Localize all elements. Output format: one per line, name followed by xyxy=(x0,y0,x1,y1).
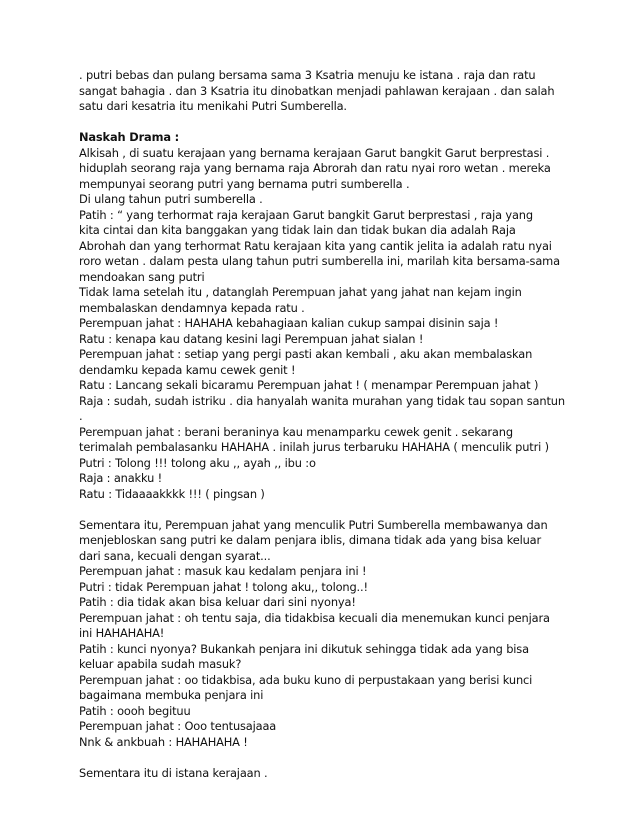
text-line: sangat bahagia . dan 3 Ksatria itu dinobatkan menjadi pahlawan kerajaan . dan salah xyxy=(79,83,555,98)
text-line: terimalah pembalasanku HAHAHA . inilah jurus terbaruku HAHAHA ( menculik putri ) xyxy=(79,440,549,454)
text-line: membalaskan dendamnya kepada ratu . xyxy=(79,300,305,315)
section-heading: Naskah Drama : xyxy=(79,130,180,144)
text-line: Perempuan jahat : berani beraninya kau menamparku cewek genit . sekarang xyxy=(79,424,513,439)
text-line: Raja : anakku ! xyxy=(79,471,163,485)
text-line: Abrohah dan yang terhormat Ratu kerajaan kita yang cantik jelita ia adalah ratu nyai xyxy=(79,238,552,253)
text-line: Perempuan jahat : masuk kau kedalam penjara ini ! xyxy=(79,564,367,578)
text-line: bagaimana membuka penjara ini xyxy=(79,688,264,702)
text-line: Perempuan jahat : setiap yang pergi pasti akan kembali , aku akan membalaskan xyxy=(79,347,533,361)
text-line: Ratu : kenapa kau datang kesini lagi Perempuan jahat sialan ! xyxy=(79,331,424,346)
text-line: Tidak lama setelah itu , datanglah Perempuan jahat yang jahat nan kejam ingin xyxy=(79,285,522,299)
text-line: Raja : sudah, sudah istriku . dia hanyalah wanita murahan yang tidak tau sopan santun xyxy=(79,393,565,408)
text-line: Patih : oooh begituu xyxy=(79,703,191,718)
text-line: mendoakan sang putri xyxy=(79,269,205,284)
text-line: dari sana, kecuali dengan syarat... xyxy=(79,548,271,563)
intro-paragraph xyxy=(79,68,579,115)
text-line: Putri : Tolong !!! tolong aku ,, ayah ,, ibu :o xyxy=(79,455,316,470)
text-line: roro wetan . dalam pesta ulang tahun putri sumberella ini, marilah kita bersama-sama xyxy=(79,254,560,268)
text-line: Patih : “ yang terhormat raja kerajaan Garut bangkit Garut berprestasi , raja yang xyxy=(79,207,533,222)
text-line: ini HAHAHAHA! xyxy=(79,626,165,640)
paragraph-gap xyxy=(79,750,579,766)
text-line: dendamku kepada kamu cewek genit ! xyxy=(79,362,296,377)
text-line: mempunyai seorang putri yang bernama putri sumberella . xyxy=(79,176,410,191)
text-line: Patih : dia tidak akan bisa keluar dari sini nyonya! xyxy=(79,595,356,609)
text-line: Sementara itu, Perempuan jahat yang menculik Putri Sumberella membawanya dan xyxy=(79,517,548,532)
text-line: Perempuan jahat : oh tentu saja, dia tidakbisa kecuali dia menemukan kunci penjara xyxy=(79,610,550,625)
text-line: menjebloskan sang putri ke dalam penjara iblis, dimana tidak ada yang bisa keluar xyxy=(79,533,542,547)
text-line: Patih : kunci nyonya? Bukankah penjara ini dikutuk sehingga tidak ada yang bisa xyxy=(79,641,529,656)
text-line: satu dari kesatria itu menikahi Putri Sumberella. xyxy=(79,99,347,113)
prison-scene xyxy=(79,518,579,751)
text-line: Ratu : Lancang sekali bicaramu Perempuan jahat ! ( menampar Perempuan jahat ) xyxy=(79,378,539,392)
text-line: . putri bebas dan pulang bersama sama 3 Ksatria menuju ke istana . raja dan ratu xyxy=(79,68,536,82)
text-line: . xyxy=(79,409,83,423)
text-line: Perempuan jahat : HAHAHA kebahagiaan kalian cukup sampai disinin saja ! xyxy=(79,316,499,330)
text-line: Perempuan jahat : Ooo tentusajaaa xyxy=(79,719,277,733)
text-line: Alkisah , di suatu kerajaan yang bernama kerajaan Garut bangkit Garut berprestasi . xyxy=(79,145,550,160)
closing-paragraph xyxy=(79,766,579,782)
text-line: Putri : tidak Perempuan jahat ! tolong aku,, tolong..! xyxy=(79,579,368,594)
text-line: Ratu : Tidaaaakkkk !!! ( pingsan ) xyxy=(79,486,265,501)
text-line: keluar apabila sudah masuk? xyxy=(79,657,242,671)
text-line: kita cintai dan kita banggakan yang tidak lain dan tidak bukan dia adalah Raja xyxy=(79,223,516,237)
paragraph-gap xyxy=(79,115,579,131)
script-section xyxy=(79,130,579,502)
text-line: Di ulang tahun putri sumberella . xyxy=(79,192,263,206)
text-line: Nnk & ankbuah : HAHAHAHA ! xyxy=(79,734,248,749)
paragraph-gap xyxy=(79,502,579,518)
text-line: Sementara itu di istana kerajaan . xyxy=(79,765,268,780)
text-line: Perempuan jahat : oo tidakbisa, ada buku kuno di perpustakaan yang berisi kunci xyxy=(79,672,533,687)
text-line: hiduplah seorang raja yang bernama raja Abrorah dan ratu nyai roro wetan . mereka xyxy=(79,161,551,175)
document-page xyxy=(79,68,579,781)
